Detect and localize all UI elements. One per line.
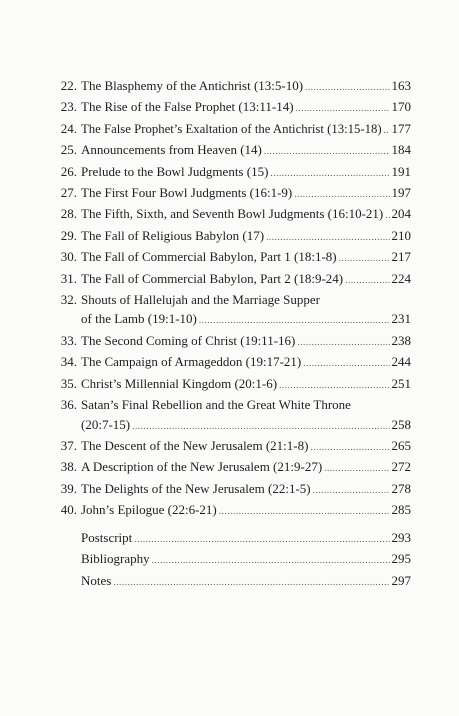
toc-entry-line: [59, 571, 411, 593]
chapter-number: 24.: [60, 120, 77, 136]
chapter-title: Satan’s Final Rebellion and the Great White Throne: [81, 397, 351, 413]
chapter-title: The Rise of the False Prophet (13:11-14): [81, 99, 294, 115]
page-number: 265: [391, 437, 411, 453]
dot-leader: [385, 206, 389, 225]
chapter-title: The Delights of the New Jerusalem (22:1-5): [81, 480, 311, 496]
chapter-title: Christ’s Millennial Kingdom (20:1-6): [81, 375, 278, 391]
chapter-number: 34.: [60, 354, 77, 370]
dot-leader: [345, 271, 389, 290]
dot-leader: [199, 311, 390, 330]
toc-entry-line: [59, 97, 411, 118]
chapter-number: 22.: [60, 78, 77, 93]
dot-leader: [296, 99, 390, 118]
toc-entry-line: [59, 140, 411, 161]
dot-leader: [303, 354, 389, 373]
toc-entry-line: [59, 352, 411, 373]
chapter-number: 35.: [60, 375, 77, 391]
chapter-title: Prelude to the Bowl Judgments (15): [81, 163, 269, 179]
page-number: 177: [391, 120, 411, 136]
toc-entry[interactable]: [59, 247, 411, 268]
chapter-title: The First Four Bowl Judgments (16:1-9): [81, 185, 293, 201]
chapter-title: The Fifth, Sixth, and Seventh Bowl Judgments (16:10-21): [81, 206, 384, 222]
page-number: 170: [391, 99, 411, 115]
page-number: 251: [391, 375, 411, 391]
chapter-title-continued: of the Lamb (19:1-10): [81, 311, 197, 327]
dot-leader: [294, 185, 389, 204]
back-matter-title: Bibliography: [81, 551, 150, 567]
back-matter-entry[interactable]: [59, 528, 411, 550]
dot-leader: [384, 121, 390, 140]
dot-leader: [219, 502, 390, 521]
page-number: 204: [391, 206, 411, 222]
toc-entry-line: [59, 162, 411, 183]
chapter-title: The Fall of Commercial Babylon, Part 2 (18:9-24): [81, 270, 344, 286]
page-number: 285: [391, 502, 411, 518]
chapter-number: 36.: [60, 397, 77, 413]
chapter-number: 28.: [60, 206, 77, 222]
toc-entry[interactable]: [59, 374, 411, 395]
toc-entry-line: [59, 119, 411, 140]
toc-entry[interactable]: [59, 436, 411, 457]
chapter-number: 27.: [60, 185, 77, 201]
toc-entry-line: [59, 226, 411, 247]
toc-entry[interactable]: [59, 76, 411, 97]
dot-leader: [305, 78, 389, 97]
page-number: 293: [391, 529, 411, 545]
chapter-title: Announcements from Heaven (14): [81, 142, 262, 158]
page-number: 231: [391, 311, 411, 327]
chapter-title: The Blasphemy of the Antichrist (13:5-10): [81, 78, 304, 93]
page-number: 278: [391, 480, 411, 496]
back-matter-title: Postscript: [81, 529, 133, 545]
chapter-list: [59, 76, 411, 522]
chapter-number: 26.: [60, 163, 77, 179]
toc-entry[interactable]: [59, 331, 411, 352]
chapter-title: The Second Coming of Christ (19:11-16): [81, 332, 296, 348]
toc-entry[interactable]: [59, 269, 411, 290]
page-number: 297: [391, 573, 411, 589]
page-number: 197: [391, 185, 411, 201]
page-number: 224: [391, 270, 411, 286]
toc-entry-line: [59, 436, 411, 457]
chapter-number: 37.: [60, 437, 77, 453]
chapter-title: John’s Epilogue (22:6-21): [81, 502, 217, 518]
toc-entry-line: [59, 528, 411, 550]
toc-entry[interactable]: [59, 352, 411, 373]
toc-entry-line: [59, 374, 411, 395]
toc-entry[interactable]: [59, 140, 411, 161]
page-number: 295: [391, 551, 411, 567]
toc-entry[interactable]: [59, 162, 411, 183]
chapter-number: 31.: [60, 270, 77, 286]
dot-leader: [264, 142, 390, 161]
chapter-title: The Fall of Commercial Babylon, Part 1 (18:1-8): [81, 249, 337, 265]
toc-entry-line: [59, 247, 411, 268]
toc-entry-line: [59, 549, 411, 571]
chapter-number: 29.: [60, 227, 77, 243]
dot-leader: [152, 551, 390, 571]
dot-leader: [339, 249, 390, 268]
chapter-number: 39.: [60, 480, 77, 496]
toc-entry[interactable]: [59, 395, 411, 436]
chapter-title-continued: (20:7-15): [81, 416, 131, 432]
page-number: 191: [391, 163, 411, 179]
dot-leader: [279, 376, 389, 395]
toc-entry-line: [59, 331, 411, 352]
toc-entry-line: [59, 309, 411, 330]
table-of-contents: [59, 76, 411, 593]
dot-leader: [132, 417, 389, 436]
chapter-title: Shouts of Hallelujah and the Marriage Supper: [81, 292, 320, 308]
toc-entry-line: [59, 269, 411, 290]
toc-entry-line: [59, 204, 411, 225]
chapter-number: 30.: [60, 249, 77, 265]
toc-entry[interactable]: [59, 119, 411, 140]
chapter-title: The Descent of the New Jerusalem (21:1-8): [81, 437, 309, 453]
back-matter-list: [59, 528, 411, 593]
toc-entry-line: [59, 479, 411, 500]
toc-entry[interactable]: [59, 457, 411, 478]
toc-entry[interactable]: [59, 204, 411, 225]
chapter-number: 38.: [60, 459, 77, 475]
page-number: 238: [391, 332, 411, 348]
chapter-number: 25.: [60, 142, 77, 158]
page-number: 210: [391, 227, 411, 243]
page-number: 184: [391, 142, 411, 158]
toc-entry-line: [59, 76, 411, 97]
toc-entry[interactable]: [59, 97, 411, 118]
dot-leader: [297, 333, 389, 352]
page-number: 258: [391, 416, 411, 432]
dot-leader: [270, 164, 389, 183]
toc-entry[interactable]: [59, 183, 411, 204]
chapter-number: 40.: [60, 502, 77, 518]
chapter-title: A Description of the New Jerusalem (21:9-27): [81, 459, 323, 475]
dot-leader: [113, 573, 389, 593]
toc-entry-line: [59, 290, 411, 309]
toc-entry[interactable]: [59, 226, 411, 247]
chapter-title: The Campaign of Armageddon (19:17-21): [81, 354, 302, 370]
dot-leader: [313, 481, 390, 500]
page-number: 217: [391, 249, 411, 265]
dot-leader: [310, 438, 389, 457]
chapter-number: 33.: [60, 332, 77, 348]
toc-entry-line: [59, 395, 411, 414]
toc-entry-line: [59, 183, 411, 204]
back-matter-entry[interactable]: [59, 571, 411, 593]
toc-entry[interactable]: [59, 479, 411, 500]
chapter-title: The Fall of Religious Babylon (17): [81, 227, 265, 243]
chapter-number: 23.: [60, 99, 77, 115]
chapter-title: The False Prophet’s Exaltation of the Antichrist (13:15-18): [81, 121, 382, 136]
back-matter-entry[interactable]: [59, 549, 411, 571]
page-number: 244: [391, 354, 411, 370]
dot-leader: [324, 459, 389, 478]
page-number: 272: [391, 459, 411, 475]
chapter-number: 32.: [60, 292, 77, 308]
page-number: 163: [391, 78, 411, 93]
dot-leader: [266, 228, 389, 247]
back-matter-title: Notes: [81, 573, 112, 589]
dot-leader: [134, 530, 389, 550]
toc-entry-line: [59, 500, 411, 521]
toc-entry-line: [59, 457, 411, 478]
toc-entry-line: [59, 415, 411, 436]
toc-entry[interactable]: [59, 290, 411, 331]
toc-entry[interactable]: [59, 500, 411, 521]
